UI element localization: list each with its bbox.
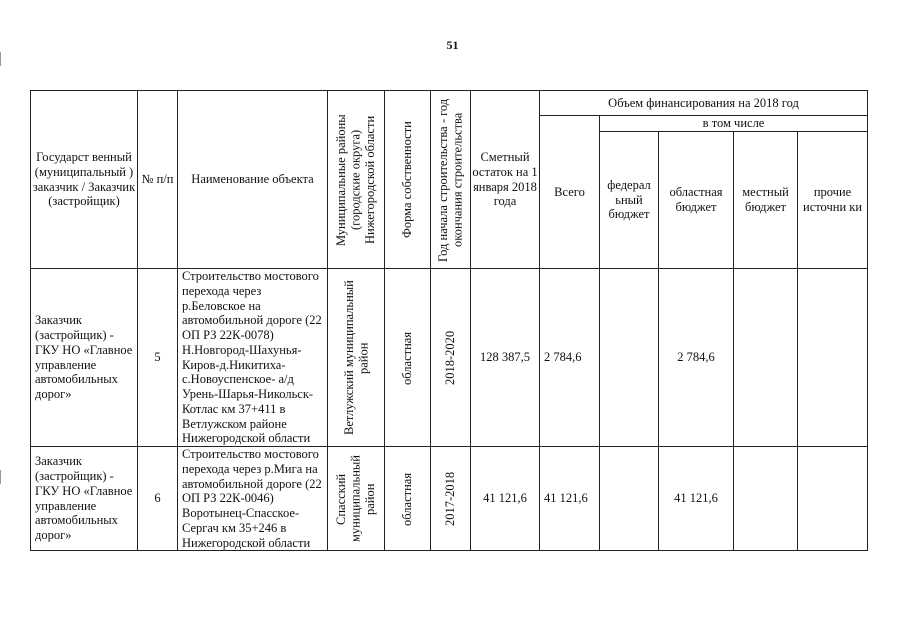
row-num: 6 bbox=[138, 447, 178, 551]
header-num: № п/п bbox=[138, 91, 178, 269]
row-district-cell bbox=[328, 269, 385, 447]
header-local: местный бюджет bbox=[734, 132, 798, 269]
row-years-cell bbox=[431, 269, 471, 447]
row-other bbox=[798, 447, 868, 551]
row-object: Строительство мостового перехода через р.Мига на автомобильной дороге (22 ОП РЗ 22К-0046) Воротынец-Спасское-Сергач км 35+246 в Нижегородской области bbox=[178, 447, 328, 551]
header-row-1 bbox=[31, 91, 868, 116]
row-regional: 41 121,6 bbox=[659, 447, 734, 551]
row-other bbox=[798, 269, 868, 447]
header-years-cell bbox=[431, 91, 471, 269]
row-years-cell bbox=[431, 447, 471, 551]
row-ownership-cell bbox=[385, 447, 431, 551]
header-ownership: Форма собственности bbox=[400, 121, 415, 238]
row-regional: 2 784,6 bbox=[659, 269, 734, 447]
row-object: Строительство мостового перехода через р.Беловское на автомобильной дороге (22 ОП РЗ 22К-0078) Н.Новгород-Шахунья-Киров-д.Никитиха-с.Новоуспенское- а/д Урень-Шарья-Никольск-Котлас км 37+411 в Ветлужском районе Нижегородской области bbox=[178, 269, 328, 447]
header-districts: Муниципальные районы (городские округа) Нижегородской области bbox=[334, 113, 378, 246]
row-district: Спасский муниципальный район bbox=[334, 455, 378, 543]
row-years: 2018-2020 bbox=[443, 330, 458, 385]
header-customer: Государст венный (муниципальный ) заказчик / Заказчик (застройщик) bbox=[31, 91, 138, 269]
row-num: 5 bbox=[138, 269, 178, 447]
row-ownership: областная bbox=[400, 472, 415, 526]
row-customer: Заказчик (застройщик) - ГКУ НО «Главное управление автомобильных дорог» bbox=[31, 269, 138, 447]
header-years: Год начала строительства - год окончания строительства bbox=[436, 97, 465, 262]
row-customer: Заказчик (застройщик) - ГКУ НО «Главное управление автомобильных дорог» bbox=[31, 447, 138, 551]
table-row bbox=[31, 447, 868, 551]
row-ownership-cell bbox=[385, 269, 431, 447]
header-including: в том числе bbox=[600, 116, 868, 132]
edge-mark bbox=[0, 470, 1, 484]
row-district-cell bbox=[328, 447, 385, 551]
header-total: Всего bbox=[540, 116, 600, 269]
row-local bbox=[734, 269, 798, 447]
header-federal: федерал ьный бюджет bbox=[600, 132, 659, 269]
row-federal bbox=[600, 269, 659, 447]
row-total: 2 784,6 bbox=[540, 269, 600, 447]
row-ownership: областная bbox=[400, 330, 415, 385]
row-balance: 41 121,6 bbox=[471, 447, 540, 551]
financing-table bbox=[30, 90, 868, 551]
header-districts-cell bbox=[328, 91, 385, 269]
header-object: Наименование объекта bbox=[178, 91, 328, 269]
row-total: 41 121,6 bbox=[540, 447, 600, 551]
header-financing: Объем финансирования на 2018 год bbox=[540, 91, 868, 116]
row-district: Ветлужский муниципальный район bbox=[341, 280, 370, 435]
header-other: прочие источни ки bbox=[798, 132, 868, 269]
row-federal bbox=[600, 447, 659, 551]
table-row bbox=[31, 269, 868, 447]
row-balance: 128 387,5 bbox=[471, 269, 540, 447]
header-balance: Сметный остаток на 1 января 2018 года bbox=[471, 91, 540, 269]
header-ownership-cell bbox=[385, 91, 431, 269]
header-regional: областная бюджет bbox=[659, 132, 734, 269]
page-number: 51 bbox=[446, 38, 459, 52]
row-local bbox=[734, 447, 798, 551]
row-years: 2017-2018 bbox=[443, 471, 458, 526]
edge-mark bbox=[0, 52, 1, 66]
